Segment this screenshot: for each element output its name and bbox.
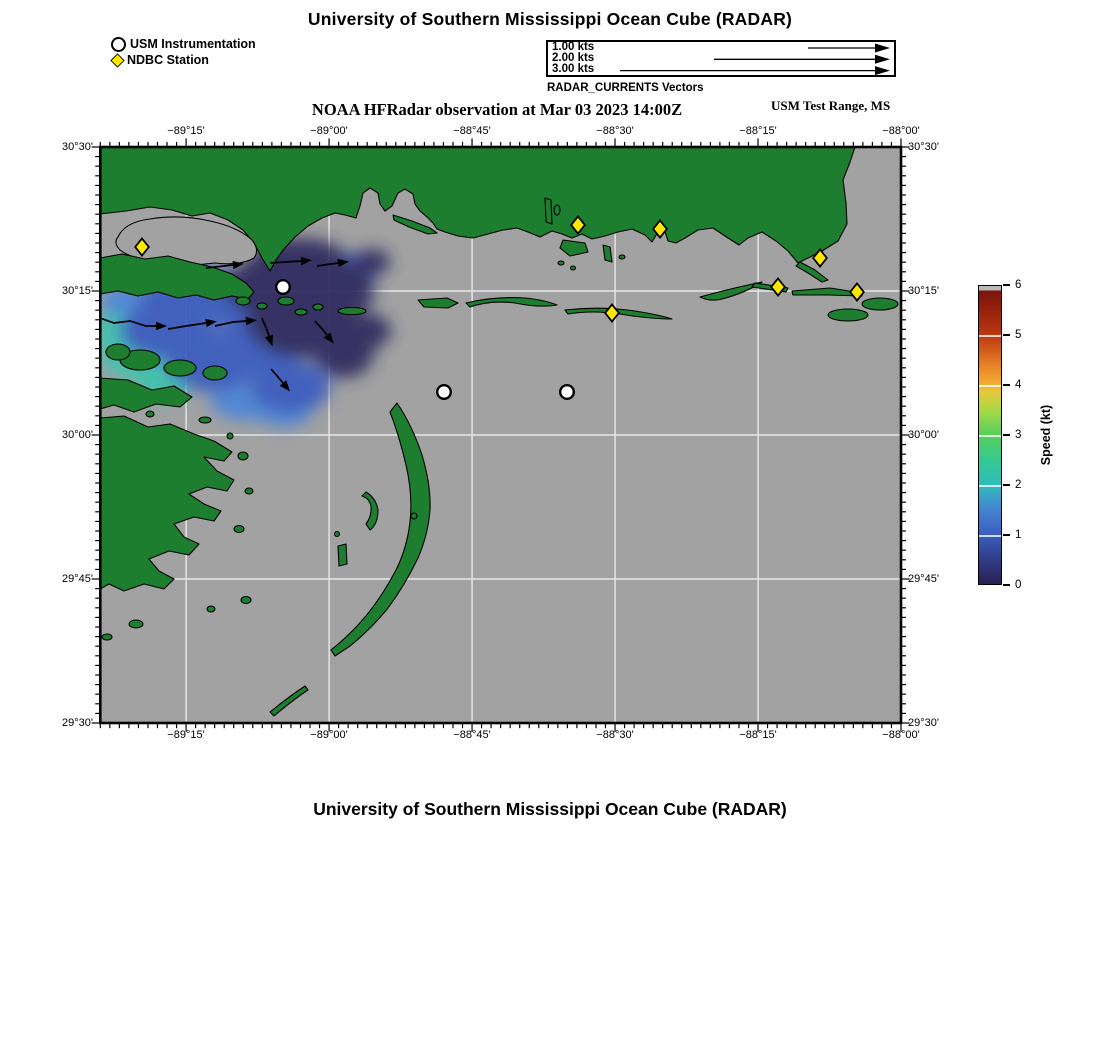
colorbar-tick <box>1003 434 1010 436</box>
x-axis-tick-label-bottom: −88°30' <box>596 729 634 741</box>
x-axis-tick-label-top: −88°15' <box>739 125 777 137</box>
page-title: University of Southern Mississippi Ocean Cube (RADAR) <box>307 9 793 29</box>
vector-scale-row-label: 1.00 kts <box>552 41 595 53</box>
x-axis-tick-label-top: −89°00' <box>310 125 348 137</box>
colorbar-gridline <box>979 385 1001 387</box>
colorbar-tick <box>1003 284 1010 286</box>
colorbar-tick <box>1003 334 1010 336</box>
colorbar-tick <box>1003 484 1010 486</box>
colorbar-gridline <box>979 485 1001 487</box>
x-axis-tick-label-bottom: −89°15' <box>167 729 205 741</box>
colorbar-tick <box>1003 384 1010 386</box>
colorbar-tick-label: 2 <box>1015 479 1022 491</box>
y-axis-tick-label-left: 30°00' <box>62 429 93 441</box>
colorbar-gridline <box>979 535 1001 537</box>
colorbar-tick <box>1003 584 1010 586</box>
colorbar-tick-label: 6 <box>1015 279 1022 291</box>
observation-subtitle: NOAA HFRadar observation at Mar 03 2023 14:00Z <box>311 100 683 119</box>
y-axis-tick-label-right: 30°30' <box>908 141 939 153</box>
usm-instrumentation-marker <box>276 280 290 294</box>
y-axis-tick-label-left: 29°45' <box>62 573 93 585</box>
y-axis-tick-label-right: 30°00' <box>908 429 939 441</box>
usm-instrumentation-marker <box>437 385 451 399</box>
vector-scale-row-label: 3.00 kts <box>552 63 595 75</box>
region-label: USM Test Range, MS <box>771 98 891 113</box>
y-axis-tick-label-left: 30°30' <box>62 141 93 153</box>
y-axis-tick-label-left: 30°15' <box>62 285 93 297</box>
colorbar-gridline <box>979 335 1001 337</box>
x-axis-tick-label-bottom: −88°00' <box>882 729 920 741</box>
colorbar-title: Speed (kt) <box>1039 404 1053 466</box>
x-axis-tick-label-top: −88°30' <box>596 125 634 137</box>
x-axis-tick-label-top: −88°45' <box>453 125 491 137</box>
y-axis-tick-label-right: 29°30' <box>908 717 939 729</box>
x-axis-tick-label-top: −88°00' <box>882 125 920 137</box>
vector-scale-caption: RADAR_CURRENTS Vectors <box>547 82 704 94</box>
colorbar-gridline <box>979 435 1001 437</box>
legend-item-label: NDBC Station <box>127 53 209 67</box>
colorbar-tick-label: 1 <box>1015 529 1022 541</box>
y-axis-tick-label-left: 29°30' <box>62 717 93 729</box>
legend-item-label: USM Instrumentation <box>130 37 256 51</box>
y-axis-tick-label-right: 29°45' <box>908 573 939 585</box>
colorbar-tick-label: 5 <box>1015 329 1022 341</box>
footer-title: University of Southern Mississippi Ocean Cube (RADAR) <box>313 799 787 819</box>
speed-colorbar <box>978 285 1002 585</box>
colorbar-tick-label: 0 <box>1015 579 1022 591</box>
vector-scale-row-label: 2.00 kts <box>552 52 595 64</box>
x-axis-tick-label-bottom: −88°15' <box>739 729 777 741</box>
x-axis-tick-label-top: −89°15' <box>167 125 205 137</box>
x-axis-tick-label-bottom: −88°45' <box>453 729 491 741</box>
x-axis-tick-label-bottom: −89°00' <box>310 729 348 741</box>
colorbar-tick-label: 4 <box>1015 379 1022 391</box>
usm-instrumentation-marker <box>560 385 574 399</box>
colorbar-tick-label: 3 <box>1015 429 1022 441</box>
y-axis-tick-label-right: 30°15' <box>908 285 939 297</box>
colorbar-tick <box>1003 534 1010 536</box>
